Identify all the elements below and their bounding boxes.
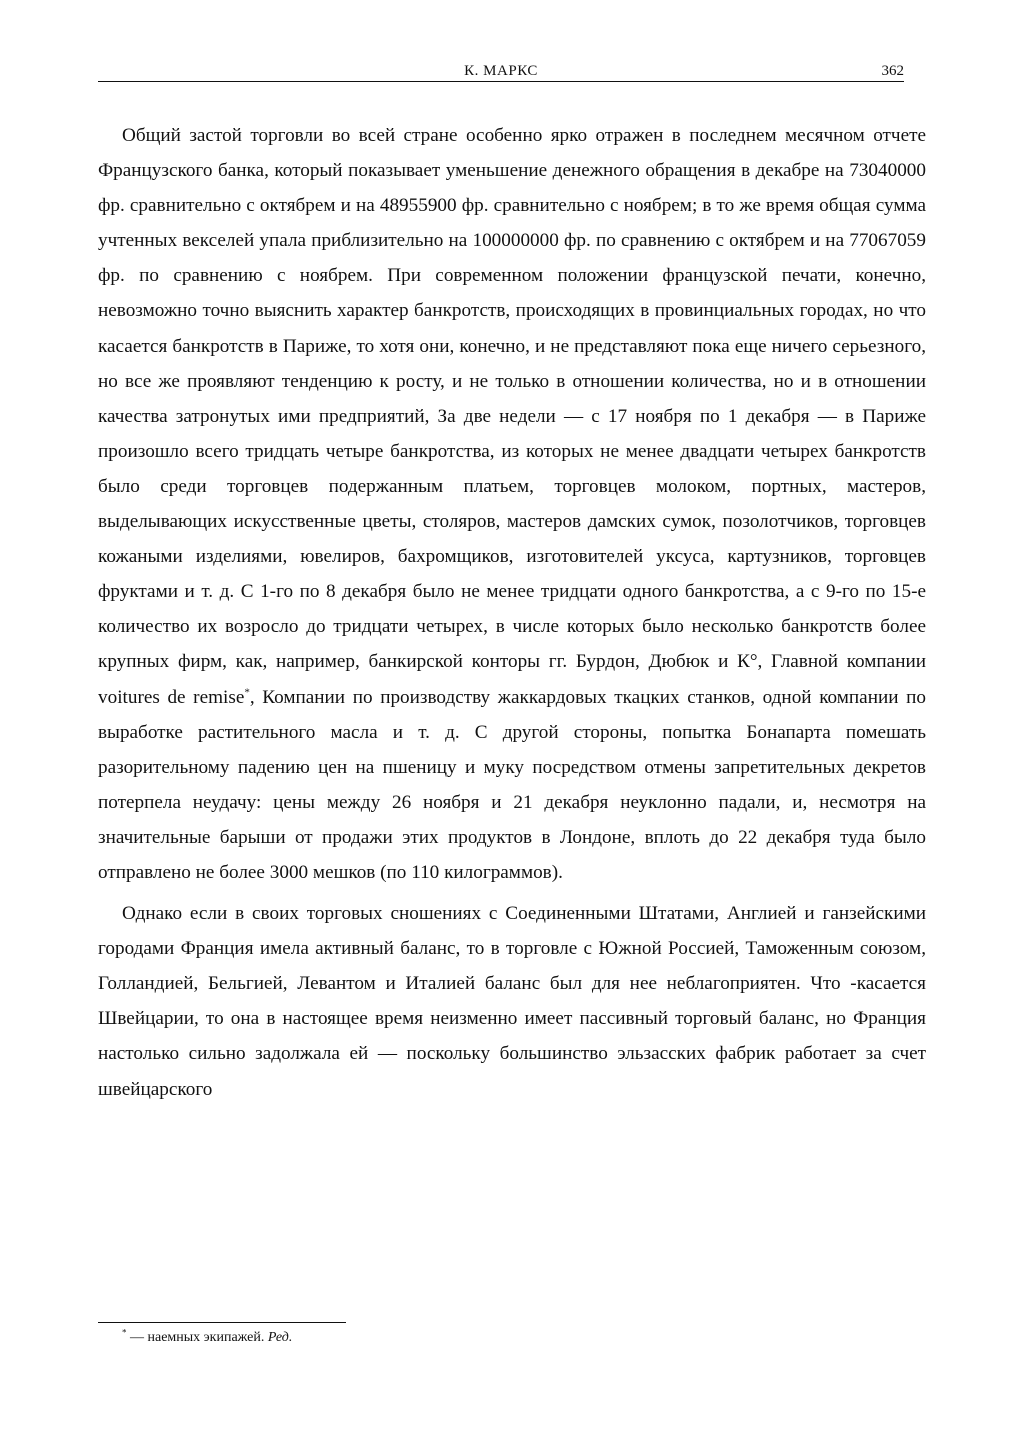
paragraph-1: [98, 118, 926, 890]
main-text: [98, 118, 926, 1107]
footnote-text: — наемных экипажей.: [126, 1330, 268, 1345]
running-title: К. МАРКС: [464, 63, 538, 79]
page-number: 362: [881, 63, 904, 79]
footnote-reference: *: [244, 686, 250, 699]
footnote-editor-note: Ред.: [267, 1330, 293, 1345]
paragraph-1-part-b: , Компании по производству жаккардовых ткацких станков, одной компании по выработке растительного масла и т. д. С другой стороны, попытка Бонапарта помешать разорительному падению цен на пшеницу и муку посредством отмены запретительных декретов потерпела неудачу: цены между 26 ноября и 21 декабря неуклонно падали, и, несмотря на значительные барыши от продажи этих продуктов в Лондоне, вплоть до 22 декабря туда было отправлено не более 3000 мешков (по 110 килограммов).: [98, 686, 926, 883]
footnote-divider: [98, 1322, 346, 1323]
paragraph-2: Однако если в своих торговых сношениях с Соединенными Штатами, Англией и ганзейскими городами Франция имела активный баланс, то в торговле с Южной Россией, Таможенным союзом, Голландией, Бельгией, Левантом и Италией баланс был для нее неблагоприятен. Что -касается Швейцарии, то она в настоящее время неизменно имеет пассивный торговый баланс, но Франция настолько сильно задолжала ей — поскольку большинство эльзасских фабрик работает за счет швейцарского: [98, 903, 926, 1100]
running-header: [98, 61, 904, 82]
paragraph-1-part-a: Общий застой торговли во всей стране особенно ярко отражен в последнем месячном отчете Французского банка, который показывает уменьшение денежного обращения в декабре на 73040000 фр. сравнительно с октябрем и на 48955900 фр. сравнительно с ноябрем; в то же время общая сумма учтенных векселей упала приблизительно на 100000000 фр. по сравнению с октябрем и на 77067059 фр. по сравнению с ноябрем. При современном положении французской печати, конечно, невозможно точно выяснить характер банкротств, происходящих в провинциальных городах, но что касается банкротств в Париже, то хотя они, конечно, и не представляют пока еще ничего серьезного, но все же проявляют тенденцию к росту, и не только в отношении количества, но и в отношении качества затронутых ими предприятий, За две недели — с 17 ноября по 1 декабря — в Париже произошло всего тридцать четыре банкротства, из которых не менее двадцати четырех банкротств было среди торговцев подержанным платьем, торговцев молоком, портных, мастеров, выделывающих искусственные цветы, столяров, мастеров дамских сумок, позолотчиков, торговцев кожаными изделиями, ювелиров, бахромщиков, изготовителей уксуса, картузников, торговцев фруктами и т. д. С 1-го по 8 декабря было не менее тридцати одного банкротства, а с 9-го по 15-е количество их возросло до тридцати четырех, в числе которых было несколько банкротств более крупных фирм, как, например, банкирской конторы гг. Бурдон, Дюбюк и К°, Главной компании voitures de remise: [98, 125, 926, 708]
footnote-mark: *: [122, 1327, 127, 1338]
footnote: [122, 1328, 292, 1348]
